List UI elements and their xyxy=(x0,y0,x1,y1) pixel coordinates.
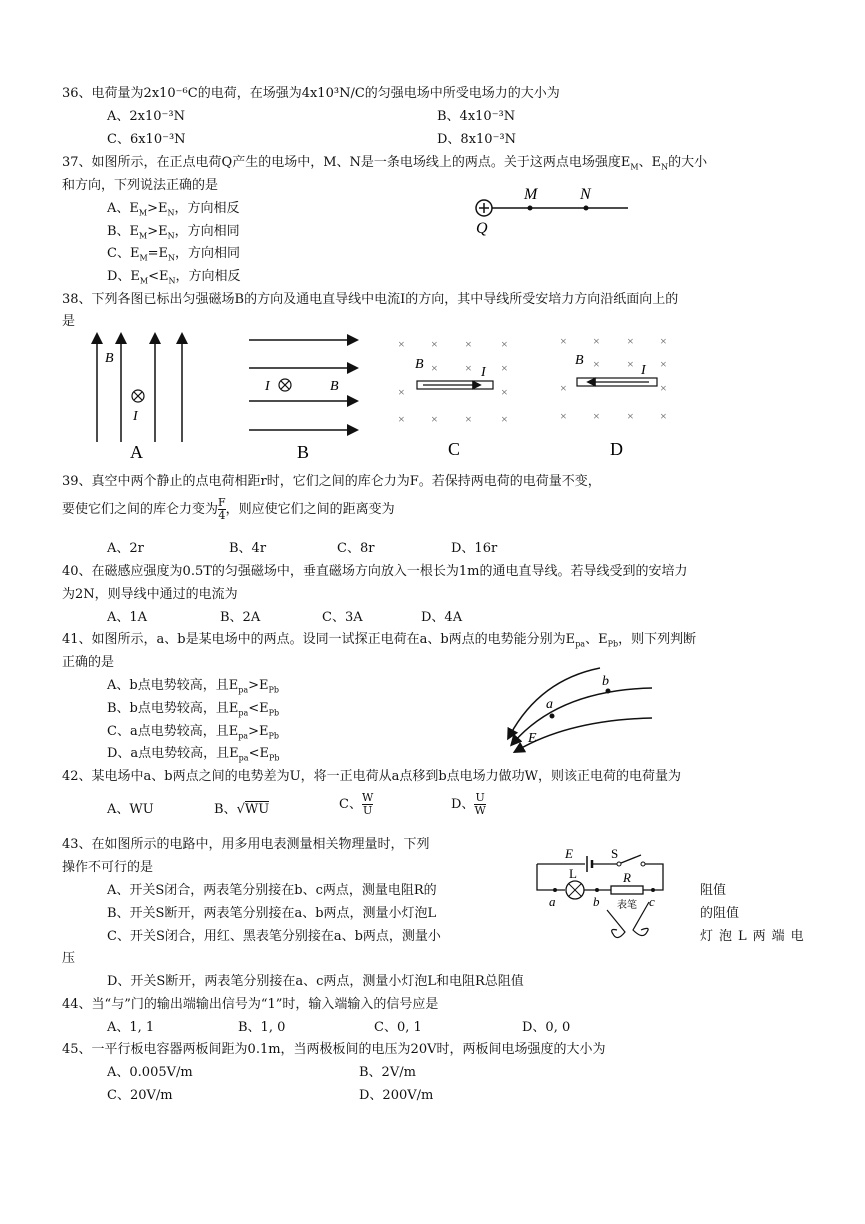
q42-option-d: D、 $\frac{U}{W}$ xyxy=(451,791,486,817)
svg-text:b: b xyxy=(593,894,600,909)
q37-option-d: D、$E_M<E_N$，方向相反 xyxy=(107,269,241,286)
q45-option-d: D、200V/m xyxy=(359,1088,434,1103)
q39-option-a: A、2r xyxy=(107,541,144,556)
q41-field-lines-figure xyxy=(500,660,660,760)
svg-text:a: a xyxy=(549,894,556,909)
svg-text:a: a xyxy=(546,697,553,712)
q39-stem-line1: 39、真空中两个静止的点电荷相距r时，它们之间的库仑力为F。若保持两电荷的电荷量不变， xyxy=(62,474,601,489)
svg-text:I: I xyxy=(481,365,486,380)
svg-text:×: × xyxy=(465,412,472,426)
q45-option-a: A、0.005V/m xyxy=(107,1065,193,1080)
svg-text:×: × xyxy=(398,385,405,399)
q37-stem-line2: 和方向，下列说法正确的是 xyxy=(62,178,219,193)
svg-text:×: × xyxy=(627,409,634,423)
q40-option-a: A、1A xyxy=(107,610,148,625)
svg-text:×: × xyxy=(501,412,508,426)
q36-option-c: C、6x10⁻³N xyxy=(107,132,186,147)
svg-text:×: × xyxy=(501,385,508,399)
q37-fig-label-n: N xyxy=(580,186,591,203)
q42-option-a: A、WU xyxy=(107,802,154,817)
q36-option-a: A、2x10⁻³N xyxy=(107,109,185,124)
q43-option-c-wrap: 压 xyxy=(62,951,76,966)
q42-stem: 42、某电场中a、b两点之间的电势差为U，将一正电荷从a点移到b点电场力做功W，则该正电荷的电荷量为 xyxy=(62,769,682,784)
switch-icon xyxy=(621,855,641,863)
svg-text:×: × xyxy=(660,381,667,395)
q41-option-c: C、a点电势较高，且$E_{pa}>E_{Pb}$ xyxy=(107,724,279,741)
svg-text:×: × xyxy=(627,334,634,348)
q44-option-d: D、0, 0 xyxy=(522,1020,571,1035)
q36-option-d: D、8x10⁻³N xyxy=(437,132,517,147)
svg-text:×: × xyxy=(501,361,508,375)
q40-stem-line2: 为2N，则导线中通过的电流为 xyxy=(62,587,238,602)
q45-option-b: B、2V/m xyxy=(359,1065,416,1080)
q38-figure-a xyxy=(85,330,195,460)
svg-text:b: b xyxy=(602,674,609,689)
q38-label-b: B xyxy=(297,442,310,460)
svg-text:×: × xyxy=(560,334,567,348)
q43-stem-line2: 操作不可行的是 xyxy=(62,860,154,875)
q44-option-a: A、1, 1 xyxy=(107,1020,155,1035)
q41-option-d: D、a点电势较高，且$E_{pa}<E_{Pb}$ xyxy=(107,746,280,763)
q41-stem-line2: 正确的是 xyxy=(62,655,115,670)
q40-option-d: D、4A xyxy=(421,610,463,625)
q40-option-c: C、3A xyxy=(322,610,363,625)
svg-text:×: × xyxy=(431,361,438,375)
svg-text:×: × xyxy=(398,337,405,351)
q38-figure-c xyxy=(393,330,518,460)
q39-fraction: $\frac{F}{4}$ xyxy=(218,496,226,522)
svg-text:×: × xyxy=(465,361,472,375)
q43-option-d: D、开关S断开，两表笔分别接在a、c两点，测量小灯泡L和电阻R总阻值 xyxy=(107,974,524,989)
q43-option-a: A、开关S闭合，两表笔分别接在b、c两点，测量电阻R的 xyxy=(107,883,437,898)
svg-text:表笔: 表笔 xyxy=(617,900,637,911)
svg-text:L: L xyxy=(569,866,577,881)
q36-stem: 36、电荷量为2x10⁻⁶C的电荷，在场强为4x10³N/C的匀强电场中所受电场力的大小为 xyxy=(62,86,560,101)
q38-stem-line1: 38、下列各图已标出匀强磁场B的方向及通电直导线中电流I的方向，其中导线所受安培力方向沿纸面向上的 xyxy=(62,292,679,307)
svg-text:R: R xyxy=(623,870,631,885)
q38-label-d: D xyxy=(610,439,623,459)
q38-figure-d xyxy=(555,330,680,460)
q41-option-b: B、b点电势较高，且$E_{pa}<E_{Pb}$ xyxy=(107,701,280,718)
svg-text:E: E xyxy=(528,731,537,746)
q43-option-a-tail: 阻值 xyxy=(700,883,727,898)
svg-text:×: × xyxy=(593,334,600,348)
q37-stem-line1: 37、如图所示，在正点电荷Q产生的电场中，M、N是一条电场线上的两点。关于这两点电场强度$E_M$、$E_N$的大小 xyxy=(62,155,708,172)
svg-text:×: × xyxy=(593,357,600,371)
svg-text:×: × xyxy=(560,409,567,423)
q43-stem-line1: 43、在如图所示的电路中，用多用电表测量相关物理量时，下列 xyxy=(62,837,430,852)
q39-option-b: B、4r xyxy=(229,541,267,556)
svg-text:×: × xyxy=(660,357,667,371)
q37-option-c: C、$E_M=E_N$，方向相同 xyxy=(107,246,241,263)
svg-text:S: S xyxy=(611,846,619,861)
q37-field-line-figure xyxy=(470,182,635,237)
svg-text:B: B xyxy=(575,353,584,368)
q42-option-b: B、√WU xyxy=(214,802,270,817)
svg-text:×: × xyxy=(501,337,508,351)
svg-text:×: × xyxy=(660,409,667,423)
svg-text:I: I xyxy=(641,363,646,378)
q37-option-a: A、$E_M>E_N$，方向相反 xyxy=(107,201,240,218)
svg-text:I: I xyxy=(133,409,138,424)
q41-stem-line1: 41、如图所示，a、b是某电场中的两点。设同一试探正电荷在a、b两点的电势能分别为$E_{pa}$、$E_{Pb}$，则下列判断 xyxy=(62,632,697,649)
q43-option-c: C、开关S闭合，用红、黑表笔分别接在a、b两点，测量小 xyxy=(107,929,441,944)
q38-label-c: C xyxy=(448,439,461,459)
q44-option-c: C、0, 1 xyxy=(374,1020,422,1035)
svg-text:×: × xyxy=(627,357,634,371)
resistor-icon xyxy=(611,886,643,894)
q38-figure-b xyxy=(245,330,365,460)
svg-text:I: I xyxy=(265,379,270,394)
q40-stem-line1: 40、在磁感应强度为0.5T的匀强磁场中，垂直磁场方向放入一根长为1m的通电直导线。若导线受到的安培力 xyxy=(62,564,688,579)
q39-stem-line2: 要使它们之间的库仑力变为 $\frac{F}{4}$ ，则应使它们之间的距离变为 xyxy=(62,496,395,522)
q41-option-a: A、b点电势较高，且$E_{pa}>E_{Pb}$ xyxy=(107,678,279,695)
q37-fig-label-m: M xyxy=(524,186,538,203)
svg-text:B: B xyxy=(105,351,114,366)
svg-text:×: × xyxy=(398,412,405,426)
svg-text:×: × xyxy=(431,412,438,426)
svg-text:×: × xyxy=(660,334,667,348)
q37-option-b: B、$E_M>E_N$，方向相同 xyxy=(107,224,240,241)
q45-option-c: C、20V/m xyxy=(107,1088,173,1103)
svg-text:B: B xyxy=(415,357,424,372)
q40-option-b: B、2A xyxy=(220,610,261,625)
q36-option-b: B、4x10⁻³N xyxy=(437,109,516,124)
q43-option-b: B、开关S断开，两表笔分别接在a、b两点，测量小灯泡L xyxy=(107,906,437,921)
probe-left-icon xyxy=(607,910,625,938)
sqrt-icon: √ xyxy=(236,802,245,817)
q37-fig-label-q: Q xyxy=(476,220,488,237)
q45-stem: 45、一平行板电容器两板间距为0.1m，当两极板间的电压为20V时，两板间电场强度的大小为 xyxy=(62,1042,606,1057)
svg-text:×: × xyxy=(465,337,472,351)
svg-text:×: × xyxy=(593,409,600,423)
q44-stem: 44、当“与”门的输出端输出信号为“1”时，输入端输入的信号应是 xyxy=(62,997,439,1012)
q43-circuit-figure xyxy=(525,840,675,945)
q42-option-c: C、 $\frac{W}{U}$ xyxy=(339,791,374,817)
svg-text:E: E xyxy=(565,846,573,861)
q38-stem-line2: 是 xyxy=(62,314,76,329)
svg-text:×: × xyxy=(431,337,438,351)
q39-option-c: C、8r xyxy=(337,541,375,556)
q43-option-b-tail: 的阻值 xyxy=(700,906,740,921)
q44-option-b: B、1, 0 xyxy=(238,1020,286,1035)
q43-option-c-tail: 灯泡L两端电 xyxy=(700,929,810,944)
svg-text:B: B xyxy=(330,379,339,394)
svg-text:c: c xyxy=(649,894,655,909)
q39-option-d: D、16r xyxy=(451,541,498,556)
svg-text:×: × xyxy=(560,381,567,395)
q38-label-a: A xyxy=(130,442,143,460)
